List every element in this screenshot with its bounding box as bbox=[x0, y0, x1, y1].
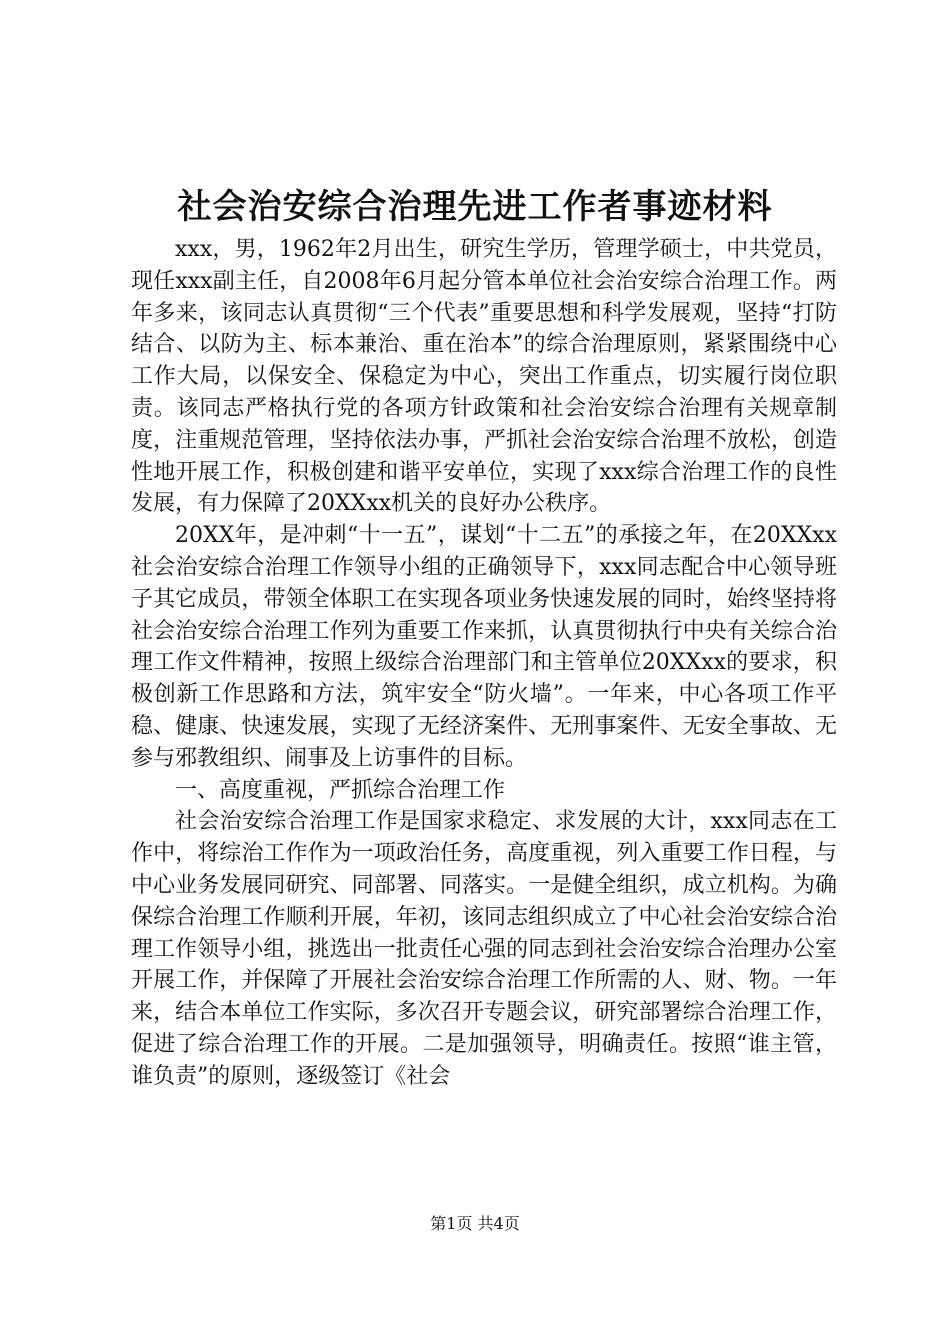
paragraph-year-summary: 20XX年，是冲刺“十一五”，谋划“十二五”的承接之年，在20XXxx社会治安综合治理工作领导小组的正确领导下，xxx同志配合中心领导班子其它成员，带领全体职工在实现各项业务快速发展的同时，始终坚持将社会治安综合治理工作列为重要工作来抓，认真贯彻执行中央有关综合治理工作文件精神，按照上级综合治理部门和主管单位20XXxx的要求，积极创新工作思路和方法，筑牢安全“防火墙”。一年来，中心各项工作平稳、健康、快速发展，实现了无经济案件、无刑事案件、无安全事故、无参与邪教组织、闹事及上访事件的目标。 bbox=[131, 523, 837, 771]
paragraph-section-one: 社会治安综合治理工作是国家求稳定、求发展的大计，xxx同志在工作中，将综治工作作为一项政治任务，高度重视，列入重要工作日程，与中心业务发展同研究、同部署、同落实。一是健全组织，成立机构。为确保综合治理工作顺利开展，年初，该同志组织成立了中心社会治安综合治理工作领导小组，挑选出一批责任心强的同志到社会治安综合治理办公室开展工作，并保障了开展社会治安综合治理工作所需的人、财、物。一年来，结合本单位工作实际，多次召开专题会议，研究部署综合治理工作，促进了综合治理工作的开展。二是加强领导，明确责任。按照“谁主管，谁负责”的原则，逐级签订《社会 bbox=[131, 809, 837, 1089]
page-footer: 第1页 共4页 bbox=[430, 1214, 520, 1233]
document-body bbox=[131, 234, 837, 1093]
section-heading: 一、高度重视，严抓综合治理工作 bbox=[175, 777, 506, 803]
document-title: 社会治安综合治理先进工作者事迹材料 bbox=[177, 187, 773, 227]
paragraph-intro: xxx，男，1962年2月出生，研究生学历，管理学硕士，中共党员，现任xxx副主任，自2008年6月起分管本单位社会治安综合治理工作。两年多来，该同志认真贯彻“三个代表”重要思想和科学发展观，坚持“打防结合、以防为主、标本兼治、重在治本”的综合治理原则，紧紧围绕中心工作大局，以保安全、保稳定为中心，突出工作重点，切实履行岗位职责。该同志严格执行党的各项方针政策和社会治安综合治理有关规章制度，注重规范管理，坚持依法办事，严抓社会治安综合治理不放松，创造性地开展工作，积极创建和谐平安单位，实现了xxx综合治理工作的良性发展，有力保障了20XXxx机关的良好办公秩序。 bbox=[131, 237, 837, 517]
